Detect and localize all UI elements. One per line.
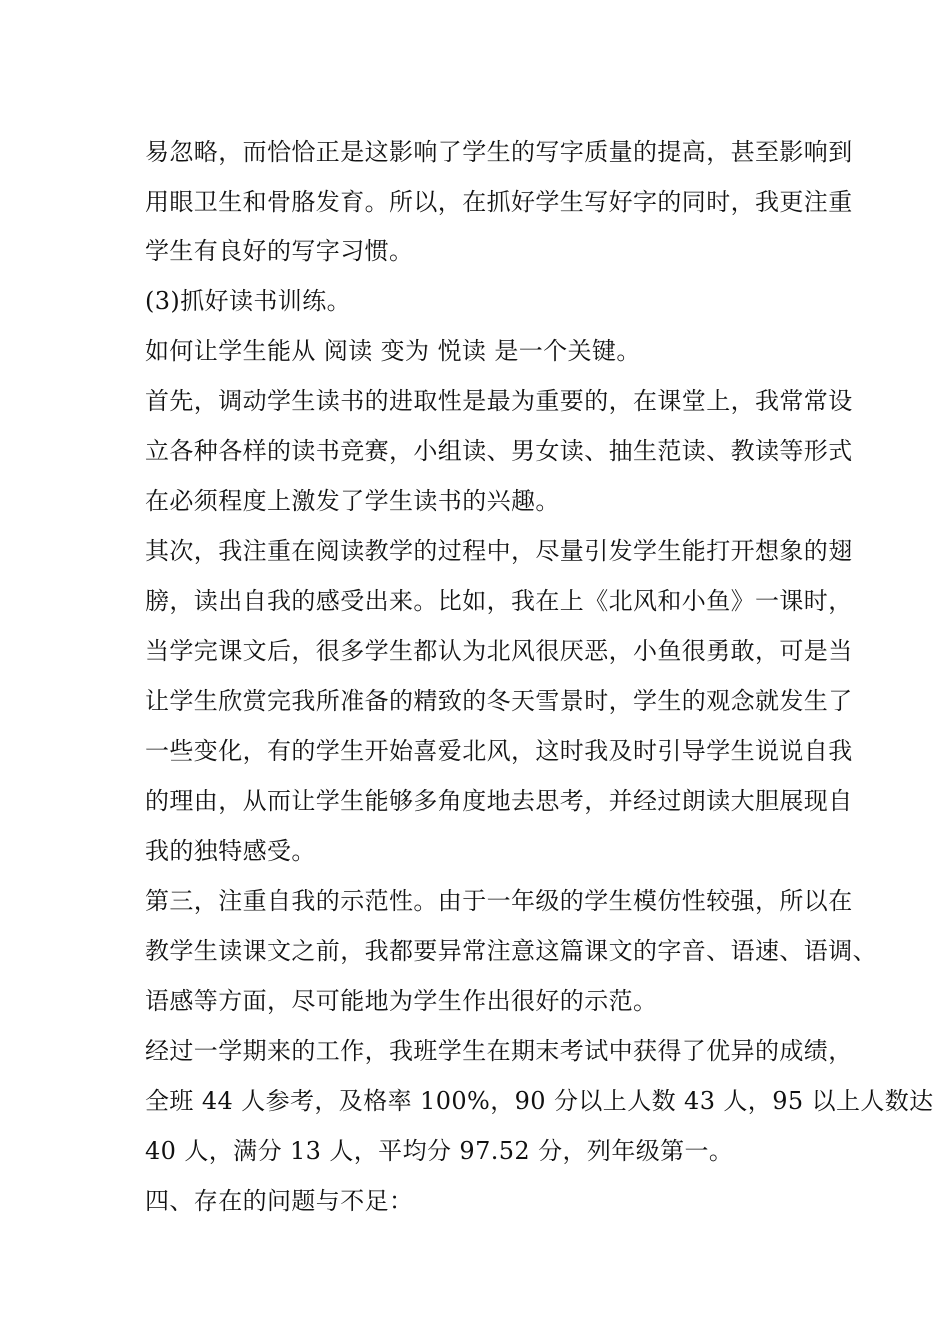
text-line-18: 语感等方面，尽可能地为学生作出很好的示范。 (145, 987, 658, 1015)
text-line-3: 学生有良好的写字习惯。 (145, 237, 414, 265)
text-line-8: 在必须程度上激发了学生读书的兴趣。 (145, 487, 560, 515)
text-line-17: 教学生读课文之前，我都要异常注意这篇课文的字音、语速、语调、 (145, 937, 877, 965)
text-line-5: 如何让学生能从 阅读 变为 悦读 是一个关键。 (145, 337, 641, 365)
text-line-7: 立各种各样的读书竞赛，小组读、男女读、抽生范读、教读等形式 (145, 437, 853, 465)
text-line-11: 当学完课文后，很多学生都认为北风很厌恶，小鱼很勇敢，可是当 (145, 637, 853, 665)
text-line-15: 我的独特感受。 (145, 837, 316, 865)
text-line-14: 的理由，从而让学生能够多角度地去思考，并经过朗读大胆展现自 (145, 787, 853, 815)
text-line-16: 第三，注重自我的示范性。由于一年级的学生模仿性较强，所以在 (145, 887, 853, 915)
text-line-10: 膀，读出自我的感受出来。比如，我在上《北风和小鱼》一课时， (145, 587, 853, 615)
text-line-6: 首先，调动学生读书的进取性是最为重要的，在课堂上，我常常设 (145, 387, 853, 415)
text-line-2: 用眼卫生和骨胳发育。所以，在抓好学生写好字的同时，我更注重 (145, 188, 853, 216)
text-line-19: 经过一学期来的工作，我班学生在期末考试中获得了优异的成绩， (145, 1037, 853, 1065)
text-line-1: 易忽略，而恰恰正是这影响了学生的写字质量的提高，甚至影响到 (145, 138, 853, 166)
text-line-21: 40 人，满分 13 人，平均分 97.52 分，列年级第一。 (145, 1137, 734, 1165)
text-line-12: 让学生欣赏完我所准备的精致的冬天雪景时，学生的观念就发生了 (145, 687, 853, 715)
text-line-13: 一些变化，有的学生开始喜爱北风，这时我及时引导学生说说自我 (145, 737, 853, 765)
text-line-9: 其次，我注重在阅读教学的过程中，尽量引发学生能打开想象的翅 (145, 537, 853, 565)
text-line-20: 全班 44 人参考，及格率 100%，90 分以上人数 43 人，95 以上人数达 (145, 1087, 934, 1115)
text-line-22: 四、存在的问题与不足： (145, 1187, 414, 1215)
text-line-4: (3)抓好读书训练。 (145, 287, 351, 315)
